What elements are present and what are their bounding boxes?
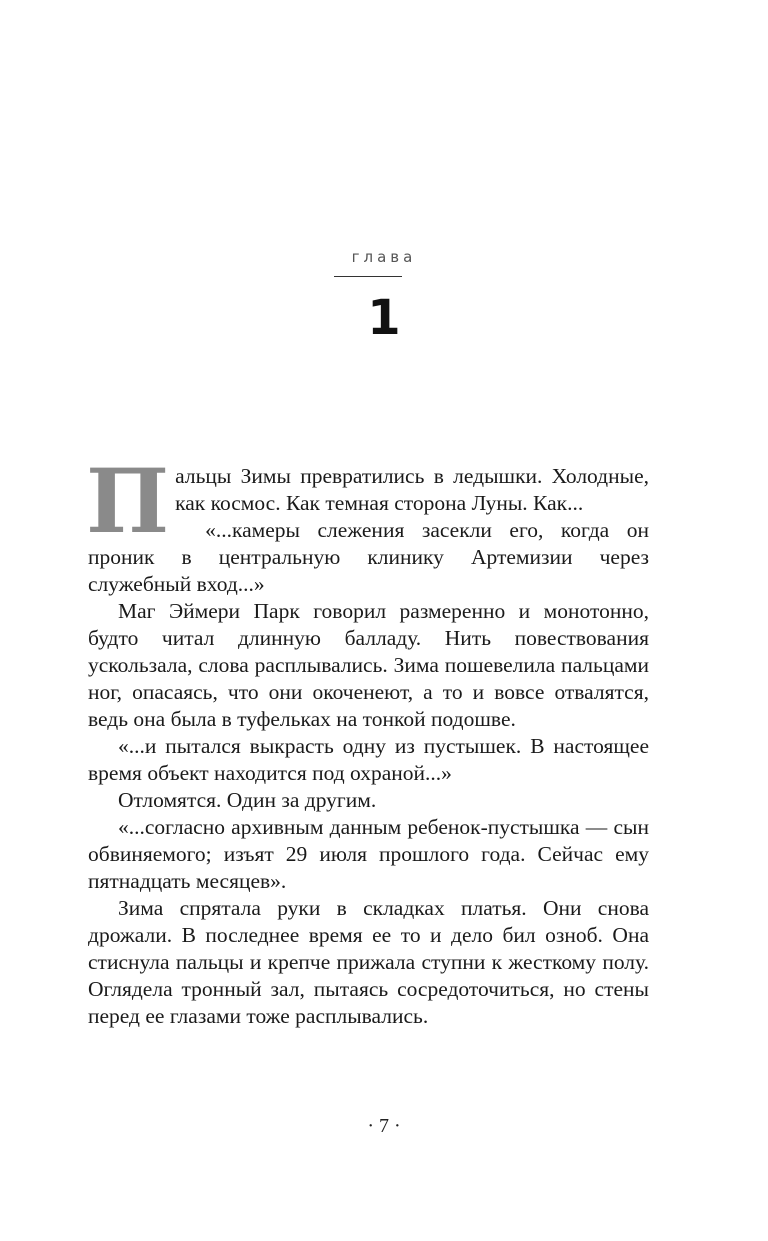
paragraph: «...камеры слежения засекли его, когда он проник в центральную клинику Артемизии через служебный вход...» (88, 518, 649, 596)
paragraph: «...и пытался выкрасть одну из пустышек. В настоящее время объект находится под охраной...» (88, 734, 649, 785)
chapter-divider (334, 276, 402, 277)
paragraph: Отломятся. Один за другим. (118, 788, 377, 812)
paragraph: Маг Эймери Парк говорил размеренно и монотонно, будто читал длинную балладу. Нить повествования ускользала, слова расплывались. Зима пошевелила пальцами ног, опасаясь, что они окоченеют, а то и вовсе отвалятся, ведь она была в туфельках на тонкой подошве. (88, 599, 649, 731)
body-text (86, 449, 649, 1030)
page-number: · 7 · (367, 1115, 401, 1137)
chapter-label: глава (351, 248, 417, 266)
chapter-number: 1 (367, 290, 401, 346)
paragraph (86, 449, 649, 553)
paragraph: «...согласно архивным данным ребенок-пустышка — сын обвиняемого; изъят 29 июля прошлого года. Сейчас ему пятнадцать месяцев». (88, 815, 649, 893)
drop-cap: П (86, 449, 170, 553)
paragraph-text: альцы Зимы превратились в ледышки. Холодные, как космос. Как темная сторона Луны. Как... (175, 464, 649, 515)
paragraph: Зима спрятала руки в складках платья. Они снова дрожали. В последнее время ее то и дело бил озноб. Она стиснула пальцы и крепче прижала ступни к жесткому полу. Оглядела тронный зал, пытаясь сосредоточиться, но стены перед ее глазами тоже расплывались. (88, 896, 649, 1028)
